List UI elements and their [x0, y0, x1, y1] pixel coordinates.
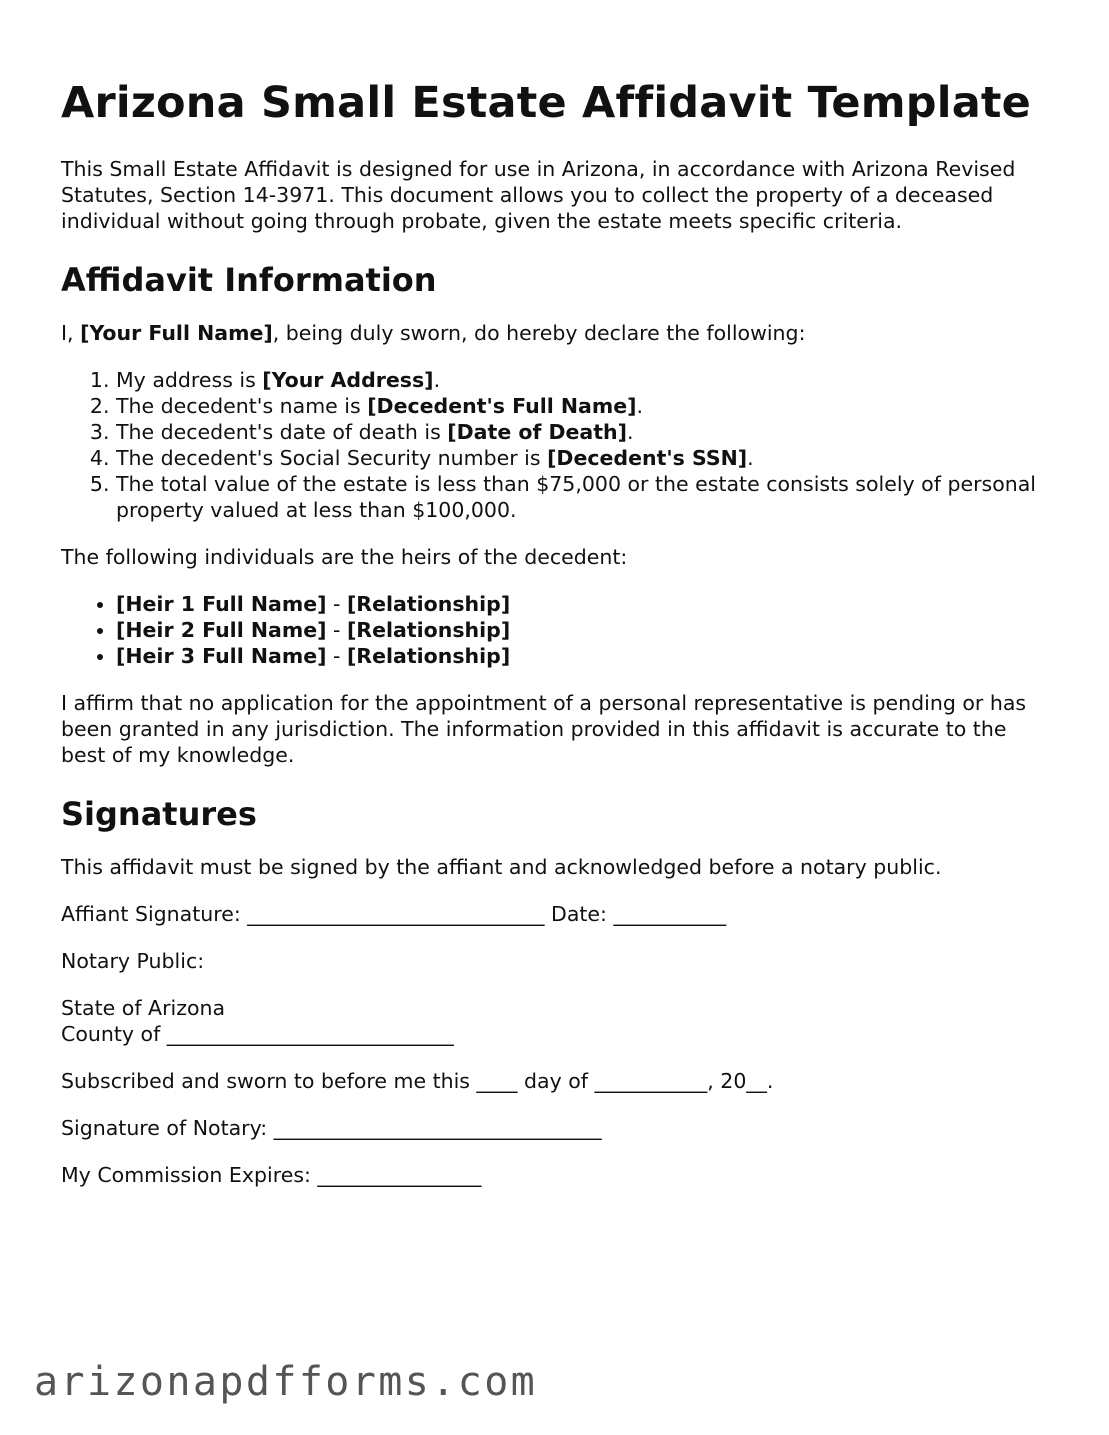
decedent-ssn-placeholder: [Decedent's SSN] [547, 446, 748, 470]
heir-name-placeholder: [Heir 1 Full Name] [116, 592, 327, 616]
heir-relationship-placeholder: [Relationship] [346, 592, 511, 616]
date-of-death-placeholder: [Date of Death] [447, 420, 628, 444]
heir-name-placeholder: [Heir 3 Full Name] [116, 644, 327, 668]
list-item: 2. The decedent's name is [Decedent's Full Name]. [116, 393, 1051, 419]
declarant-name-placeholder: [Your Full Name] [80, 321, 273, 345]
site-watermark: arizonapdfforms.com [34, 1359, 538, 1405]
notary-public-label: Notary Public: [61, 949, 205, 973]
declaration-paragraph [61, 320, 1051, 346]
intro-paragraph: This Small Estate Affidavit is designed for use in Arizona, in accordance with Arizona Revised Statutes, Section 14-3971. This document allows you to collect the property of a deceased individual without going through probate, given the estate meets specific criteria. [61, 157, 1016, 233]
venue-block [61, 995, 1051, 1047]
declaration-suffix: , being duly sworn, do hereby declare the following: [272, 321, 806, 345]
document-title: Arizona Small Estate Affidavit Template [61, 78, 1032, 128]
affiant-signature-line: Affiant Signature: _____________________________ Date: ___________ [61, 902, 727, 926]
state-line: State of Arizona [61, 996, 226, 1020]
list-item: • [Heir 2 Full Name] - [Relationship] [116, 617, 1051, 643]
document-page [61, 70, 1051, 1209]
decedent-name-placeholder: [Decedent's Full Name] [367, 394, 637, 418]
notary-signature-line: Signature of Notary: ________________________________ [61, 1116, 602, 1140]
address-placeholder: [Your Address] [262, 368, 434, 392]
subscribed-line: Subscribed and sworn to before me this ____ day of ___________, 20__. [61, 1069, 774, 1093]
declaration-prefix: I, [61, 321, 81, 345]
affirmation-paragraph: I affirm that no application for the appointment of a personal representative is pending or has been granted in any jurisdiction. The information provided in this affidavit is accurate to the best of my knowledge. [61, 691, 1027, 767]
list-item: 4. The decedent's Social Security number is [Decedent's SSN]. [116, 445, 1051, 471]
heir-relationship-placeholder: [Relationship] [346, 618, 511, 642]
list-item: 5. The total value of the estate is less than $75,000 or the estate consists solely of personal property valued at less than $100,000. [116, 471, 1051, 523]
affidavit-information-heading: Affidavit Information [61, 261, 437, 299]
heirs-list [61, 591, 1051, 669]
list-item: 1. My address is [Your Address]. [116, 367, 1051, 393]
list-item: • [Heir 3 Full Name] - [Relationship] [116, 643, 1051, 669]
declaration-list [61, 367, 1051, 523]
heir-relationship-placeholder: [Relationship] [346, 644, 511, 668]
list-item: • [Heir 1 Full Name] - [Relationship] [116, 591, 1051, 617]
commission-expires-line: My Commission Expires: ________________ [61, 1163, 482, 1187]
heir-name-placeholder: [Heir 2 Full Name] [116, 618, 327, 642]
signatures-heading: Signatures [61, 795, 257, 833]
heirs-intro: The following individuals are the heirs of the decedent: [61, 545, 628, 569]
list-item: 3. The decedent's date of death is [Date of Death]. [116, 419, 1051, 445]
county-line: County of ____________________________ [61, 1022, 454, 1046]
signature-instruction: This affidavit must be signed by the affiant and acknowledged before a notary public. [61, 855, 942, 879]
